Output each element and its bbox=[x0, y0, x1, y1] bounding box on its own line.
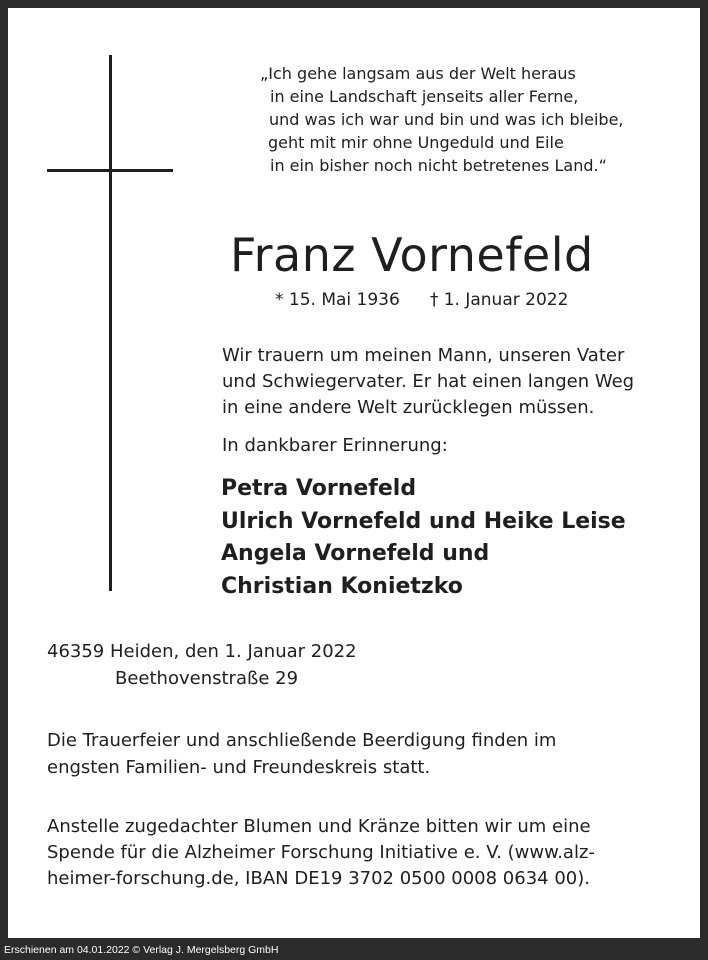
ceremony-line: engsten Familien- und Freundeskreis statt. bbox=[47, 757, 431, 778]
street-address: Beethovenstraße 29 bbox=[115, 668, 299, 689]
thanks-heading: In dankbarer Erinnerung: bbox=[222, 435, 448, 456]
poem-quote bbox=[260, 62, 624, 177]
family-member: Christian Konietzko bbox=[221, 573, 463, 599]
quote-line: und was ich war und bin und was ich bleibe, bbox=[269, 110, 624, 129]
donation-line: Spende für die Alzheimer Forschung Initiative e. V. (www.alz- bbox=[47, 842, 595, 863]
life-dates bbox=[275, 288, 568, 312]
city-date: 46359 Heiden, den 1. Januar 2022 bbox=[47, 641, 357, 662]
family-member: Petra Vornefeld bbox=[221, 476, 417, 501]
mourning-line: in eine andere Welt zurücklegen müssen. bbox=[222, 397, 595, 418]
obituary-page bbox=[8, 8, 700, 938]
quote-line: geht mit mir ohne Ungeduld und Eile bbox=[268, 133, 564, 152]
quote-line: in eine Landschaft jenseits aller Ferne, bbox=[270, 87, 579, 106]
donation-notice bbox=[47, 814, 667, 892]
cross-vertical-bar bbox=[109, 55, 112, 591]
quote-line: in ein bisher noch nicht betretenes Land.“ bbox=[270, 156, 607, 175]
cross-horizontal-bar bbox=[47, 169, 173, 172]
mourning-line: Wir trauern um meinen Mann, unseren Vater bbox=[222, 345, 625, 366]
family-member: Ulrich Vornefeld und Heike Leise bbox=[221, 508, 626, 534]
ceremony-notice bbox=[47, 727, 660, 781]
address-block bbox=[47, 638, 357, 692]
donation-line: heimer-forschung.de, IBAN DE19 3702 0500 0008 0634 00). bbox=[47, 868, 590, 889]
death-date: † 1. Januar 2022 bbox=[429, 290, 569, 310]
ceremony-line: Die Trauerfeier und anschließende Beerdigung finden im bbox=[47, 730, 557, 751]
birth-date: * 15. Mai 1936 bbox=[275, 290, 400, 310]
family-names bbox=[221, 473, 626, 603]
mourning-line: und Schwiegervater. Er hat einen langen Weg bbox=[222, 371, 635, 392]
quote-line: „Ich gehe langsam aus der Welt heraus bbox=[260, 64, 576, 83]
family-member: Angela Vornefeld und bbox=[221, 541, 490, 566]
publication-footer: Erschienen am 04.01.2022 © Verlag J. Mergelsberg GmbH bbox=[4, 944, 279, 956]
donation-line: Anstelle zugedachter Blumen und Kränze bitten wir um eine bbox=[47, 816, 591, 837]
deceased-name: Franz Vornefeld bbox=[230, 228, 594, 282]
mourning-text bbox=[222, 343, 634, 421]
